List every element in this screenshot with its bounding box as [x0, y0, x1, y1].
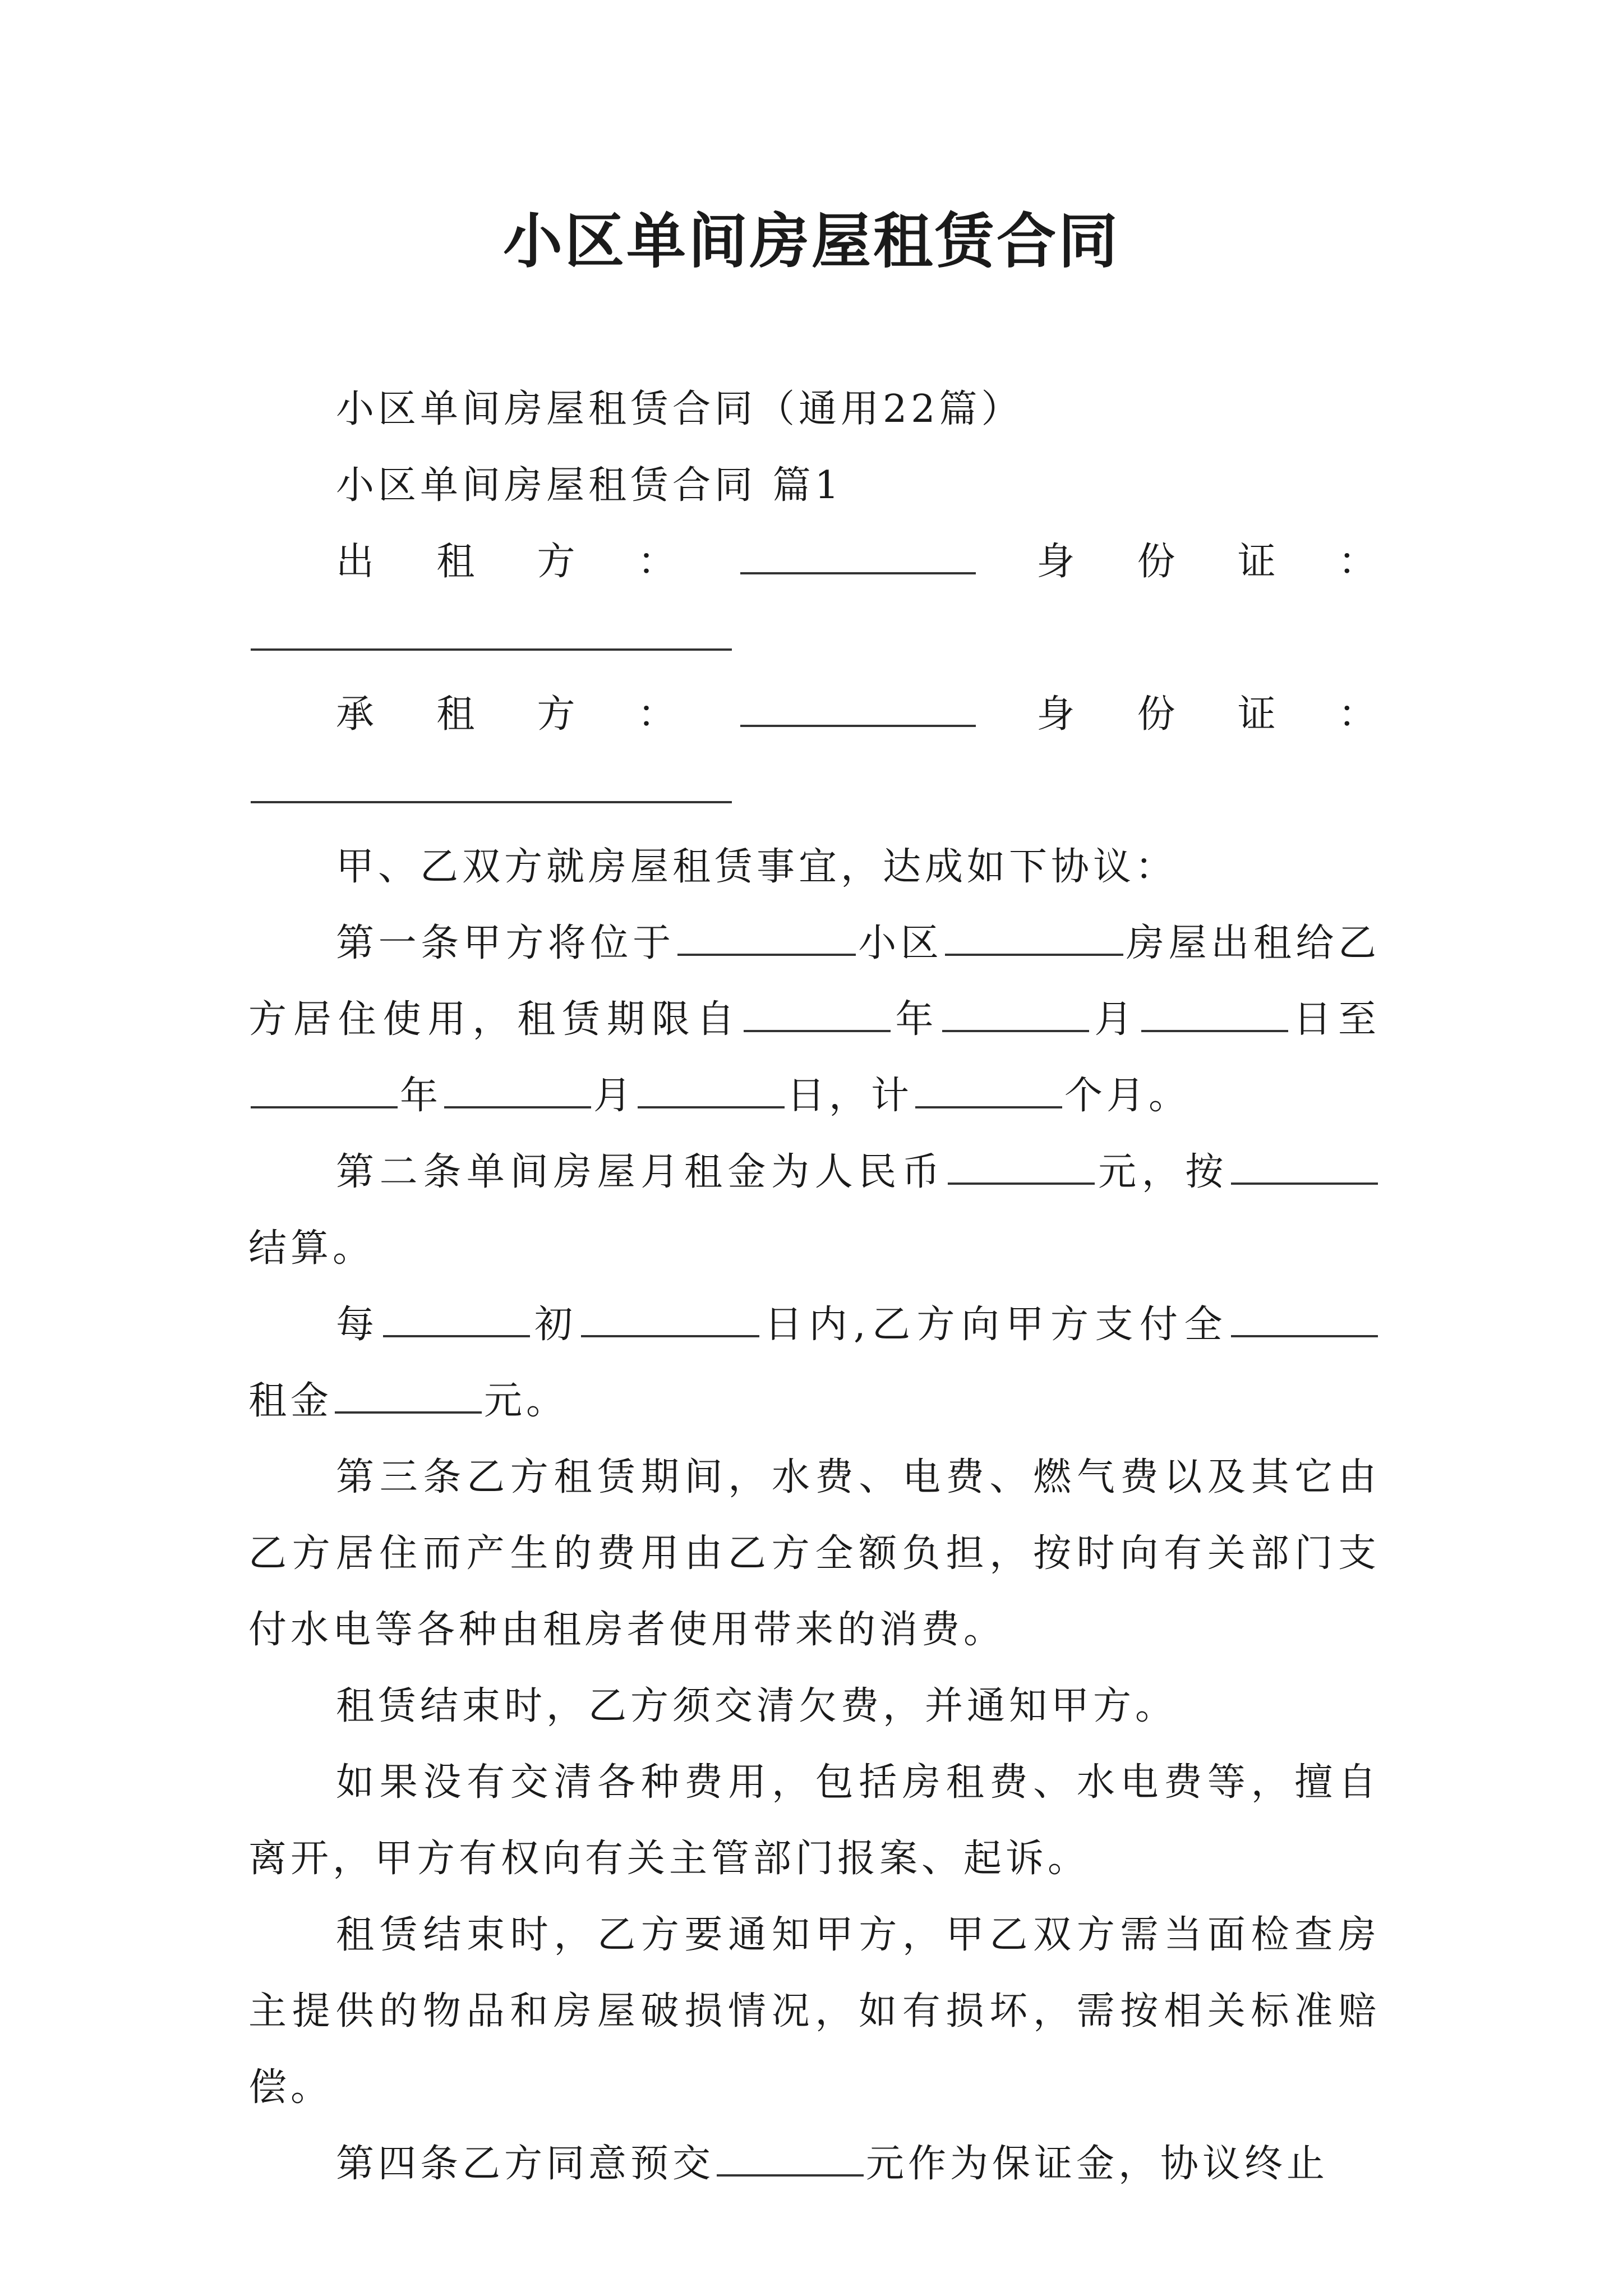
blank	[1231, 1300, 1378, 1337]
lessor-blank	[740, 537, 976, 574]
text: 第二条单间房屋月租金为人民币	[336, 1150, 946, 1194]
document-body	[248, 371, 1380, 2202]
blank	[1231, 1148, 1378, 1185]
text: 小区	[857, 921, 943, 965]
text: 月	[1091, 997, 1140, 1042]
text: 个月。	[1064, 1074, 1191, 1118]
article-3: 第三条乙方租赁期间，水费、电费、燃气费以及其它由乙方居住而产生的费用由乙方全额负担，按时向有关部门支付水电等各种由租房者使用带来的消费。	[248, 1455, 1380, 1652]
blank	[383, 1300, 530, 1337]
article-1	[248, 905, 1380, 1134]
text: 结算。	[248, 1226, 375, 1271]
blank	[744, 995, 891, 1032]
blank	[335, 1377, 482, 1414]
blank	[444, 1071, 591, 1108]
lessor-line	[248, 524, 1380, 677]
text: 月	[593, 1074, 636, 1118]
payment-paragraph	[248, 1287, 1380, 1439]
section-heading: 小区单间房屋租赁合同 篇1	[336, 463, 843, 508]
unpaid-paragraph: 如果没有交清各种费用，包括房租费、水电费等，擅自离开，甲方有权向有关主管部门报案、起诉。	[248, 1760, 1380, 1881]
blank	[717, 2139, 864, 2177]
blank	[638, 1071, 785, 1108]
lessee-blank	[740, 690, 976, 727]
text: 元作为保证金，协议终止	[866, 2142, 1329, 2186]
blank	[942, 995, 1089, 1032]
blank	[251, 1071, 398, 1108]
text: 房屋出租给乙方居住使用，租赁期限自	[248, 921, 1380, 1042]
article-2	[248, 1134, 1380, 1287]
text: 每	[336, 1303, 381, 1347]
subtitle: 小区单间房屋租赁合同（通用22篇）	[336, 387, 1023, 431]
text: 日，计	[787, 1074, 914, 1118]
blank	[581, 1300, 759, 1337]
text: 元，按	[1096, 1150, 1229, 1194]
text: 第一条甲方将位于	[336, 921, 675, 965]
blank	[915, 1071, 1062, 1108]
inspection-paragraph: 租赁结束时，乙方要通知甲方，甲乙双方需当面检查房主提供的物品和房屋破损情况，如有损坏，需按相关标准赔偿。	[248, 1913, 1380, 2110]
lessor-label: 出租方：	[336, 540, 738, 584]
id-label: 身份证：	[978, 692, 1380, 737]
text: 元。	[484, 1379, 569, 1423]
text: 第四条乙方同意预交	[336, 2142, 715, 2186]
blank	[948, 1148, 1095, 1185]
text: 初	[532, 1303, 579, 1347]
text: 年	[400, 1074, 442, 1118]
blank	[945, 919, 1123, 956]
lessee-id-blank	[251, 766, 732, 803]
document-title: 小区单间房屋租赁合同	[503, 206, 1120, 276]
text: 租金	[248, 1379, 333, 1423]
lease-end-paragraph: 租赁结束时，乙方须交清欠费，并通知甲方。	[336, 1684, 1178, 1728]
id-label: 身份证：	[978, 540, 1380, 584]
text: 日至	[1290, 997, 1380, 1042]
lessee-line	[248, 677, 1380, 829]
article-4	[248, 2126, 1380, 2202]
blank	[1141, 995, 1288, 1032]
lessee-label: 承租方：	[336, 692, 738, 737]
lessor-id-blank	[251, 614, 732, 651]
intro-paragraph: 甲、乙双方就房屋租赁事宜，达成如下协议：	[336, 845, 1178, 889]
text: 年	[892, 997, 940, 1042]
text: 日内,乙方向甲方支付全	[762, 1303, 1229, 1347]
blank	[677, 919, 856, 956]
